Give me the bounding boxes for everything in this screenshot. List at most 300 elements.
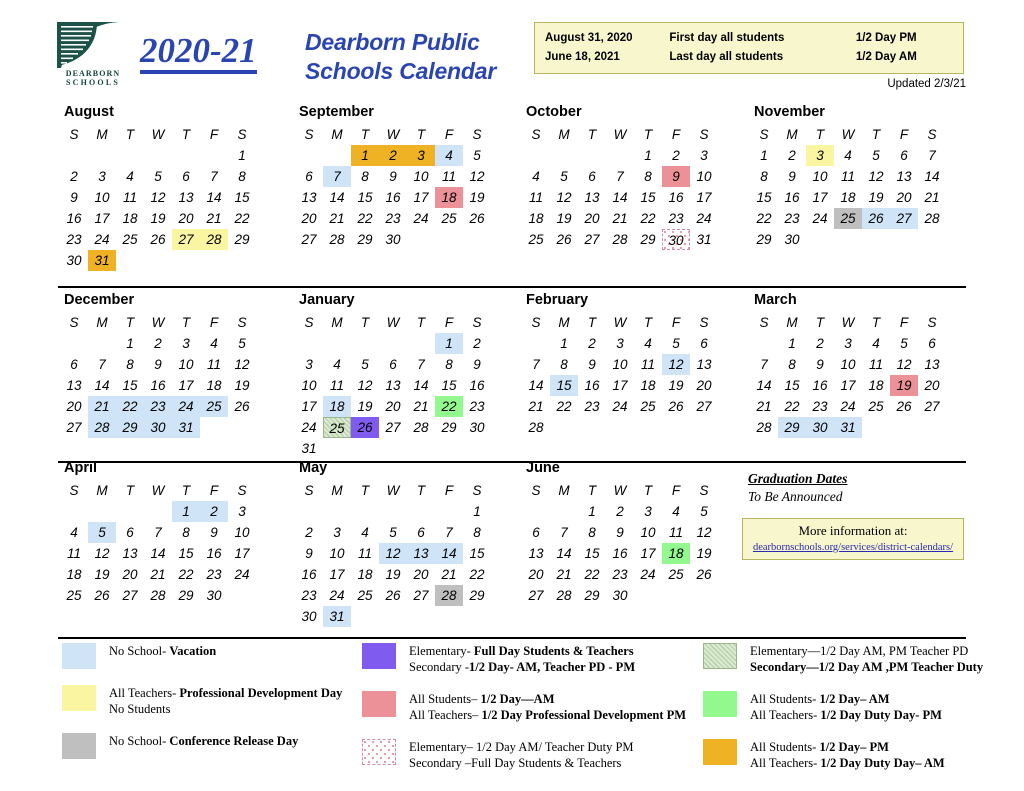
day-cell: 14 xyxy=(756,378,772,394)
day-of-week-header: W xyxy=(386,127,400,143)
legend-label-segment: All Teachers- xyxy=(109,686,180,700)
day-of-week-header: M xyxy=(558,127,570,143)
legend-color-swatch xyxy=(703,643,737,669)
day-cell: 4 xyxy=(844,148,852,164)
day-cell: 8 xyxy=(588,525,596,541)
day-cell: 29 xyxy=(584,588,600,604)
day-cell: 4 xyxy=(210,336,218,352)
day-cell: 26 xyxy=(556,232,572,248)
day-cell: 7 xyxy=(560,525,568,541)
empty-cell xyxy=(351,501,379,522)
day-cell: 1 xyxy=(788,336,796,352)
legend-item xyxy=(703,690,1003,723)
day-cell: 9 xyxy=(616,525,624,541)
legend-label-segment: Vacation xyxy=(169,644,217,658)
day-cell: 18 xyxy=(868,378,884,394)
day-cell: 29 xyxy=(469,588,485,604)
day-cell: 17 xyxy=(234,546,250,562)
day-of-week-header: S xyxy=(927,127,937,143)
day-cell: 3 xyxy=(98,169,106,185)
graduation-dates-value: To Be Announced xyxy=(748,488,843,504)
day-of-week-header: T xyxy=(416,315,426,331)
month-block xyxy=(520,292,745,438)
day-cell-highlighted: 22 xyxy=(435,396,463,417)
day-cell: 18 xyxy=(122,211,138,227)
empty-cell xyxy=(323,501,351,522)
day-cell: 20 xyxy=(413,567,429,583)
day-cell-highlighted: 21 xyxy=(88,396,116,417)
day-cell: 20 xyxy=(178,211,194,227)
day-cell: 4 xyxy=(872,336,880,352)
day-cell: 8 xyxy=(445,357,453,373)
day-cell: 22 xyxy=(178,567,194,583)
day-cell-highlighted: 3 xyxy=(806,145,834,166)
day-of-week-header: W xyxy=(151,315,165,331)
day-cell: 21 xyxy=(924,190,940,206)
day-cell: 18 xyxy=(66,567,82,583)
day-of-week-header: F xyxy=(671,483,681,499)
day-cell: 1 xyxy=(760,148,768,164)
day-cell: 2 xyxy=(473,336,481,352)
day-cell: 6 xyxy=(700,336,708,352)
day-of-week-header: S xyxy=(699,127,709,143)
day-cell: 13 xyxy=(924,357,940,373)
day-cell: 1 xyxy=(644,148,652,164)
day-cell-highlighted: 29 xyxy=(116,417,144,438)
day-of-week-header: S xyxy=(472,127,482,143)
legend-label-segment: 1/2 Day—AM xyxy=(480,692,555,706)
day-of-week-header: S xyxy=(69,483,79,499)
key-date-note: 1/2 Day PM xyxy=(855,32,917,44)
day-of-week-header: T xyxy=(360,483,370,499)
day-cell: 23 xyxy=(301,588,317,604)
day-cell: 2 xyxy=(305,525,313,541)
legend-label-segment: Elementary– 1/2 Day AM/ Teacher Duty PM xyxy=(409,740,634,754)
day-cell: 22 xyxy=(584,567,600,583)
month-block xyxy=(58,460,283,606)
day-of-week-header: S xyxy=(304,483,314,499)
day-cell: 17 xyxy=(696,190,712,206)
day-cell: 20 xyxy=(924,378,940,394)
day-cell: 24 xyxy=(612,399,628,415)
legend xyxy=(0,642,1024,791)
day-of-week-header: F xyxy=(209,315,219,331)
day-cell: 20 xyxy=(122,567,138,583)
day-cell: 24 xyxy=(94,232,110,248)
dearborn-logo-icon xyxy=(57,22,123,68)
day-cell: 5 xyxy=(473,148,481,164)
day-cell: 12 xyxy=(556,190,572,206)
day-cell: 8 xyxy=(760,169,768,185)
day-of-week-header: S xyxy=(237,483,247,499)
month-grid xyxy=(750,124,973,250)
legend-color-swatch xyxy=(62,685,96,711)
day-of-week-header: F xyxy=(671,315,681,331)
day-cell: 7 xyxy=(532,357,540,373)
day-cell: 2 xyxy=(816,336,824,352)
legend-label-line xyxy=(750,691,942,707)
legend-column xyxy=(362,642,712,786)
day-cell: 24 xyxy=(301,420,317,436)
day-cell-highlighted: 4 xyxy=(435,145,463,166)
day-cell-highlighted: 18 xyxy=(323,396,351,417)
day-cell: 4 xyxy=(644,336,652,352)
day-cell: 6 xyxy=(417,525,425,541)
day-cell: 28 xyxy=(924,211,940,227)
day-cell: 15 xyxy=(441,378,457,394)
day-cell-highlighted: 2 xyxy=(200,501,228,522)
empty-cell xyxy=(379,333,407,354)
day-cell: 3 xyxy=(238,504,246,520)
day-cell: 1 xyxy=(588,504,596,520)
day-cell-highlighted: 27 xyxy=(172,229,200,250)
day-of-week-header: S xyxy=(69,127,79,143)
day-cell: 13 xyxy=(66,378,82,394)
day-cell: 14 xyxy=(413,378,429,394)
legend-label-segment: Secondary—1/2 Day AM ,PM Teacher Duty xyxy=(750,660,984,674)
day-cell: 26 xyxy=(94,588,110,604)
day-of-week-header: M xyxy=(331,127,343,143)
day-cell: 26 xyxy=(385,588,401,604)
day-cell: 13 xyxy=(696,357,712,373)
empty-cell xyxy=(407,333,435,354)
day-cell: 21 xyxy=(556,567,572,583)
day-cell-highlighted: 12 xyxy=(379,543,407,564)
day-cell: 15 xyxy=(469,546,485,562)
day-cell: 16 xyxy=(668,190,684,206)
day-cell: 4 xyxy=(126,169,134,185)
day-of-week-header: T xyxy=(360,315,370,331)
month-block xyxy=(293,104,518,250)
day-cell: 7 xyxy=(417,357,425,373)
day-cell: 24 xyxy=(234,567,250,583)
empty-cell xyxy=(550,145,578,166)
day-of-week-header: M xyxy=(786,127,798,143)
legend-label-segment: All Teachers- xyxy=(750,708,821,722)
day-of-week-header: M xyxy=(96,127,108,143)
day-cell: 21 xyxy=(441,567,457,583)
month-block xyxy=(520,460,745,606)
empty-cell xyxy=(550,501,578,522)
legend-label-line xyxy=(109,685,342,701)
day-cell: 9 xyxy=(788,169,796,185)
day-cell: 11 xyxy=(640,357,655,373)
key-date-value: June 18, 2021 xyxy=(545,50,620,63)
page-title-line2: Schools Calendar xyxy=(305,57,497,84)
day-cell: 10 xyxy=(301,378,317,394)
day-cell: 25 xyxy=(528,232,544,248)
page-title xyxy=(305,28,496,86)
day-cell: 10 xyxy=(329,546,345,562)
day-of-week-header: W xyxy=(151,483,165,499)
day-cell: 12 xyxy=(896,357,912,373)
empty-cell xyxy=(60,333,88,354)
legend-label-segment: Secondary - xyxy=(409,660,470,674)
legend-label-segment: Elementary- xyxy=(409,644,474,658)
day-cell: 27 xyxy=(122,588,138,604)
day-cell: 30 xyxy=(612,588,628,604)
month-block xyxy=(520,104,745,250)
month-grid xyxy=(295,124,518,250)
legend-label-line xyxy=(750,659,983,675)
day-cell: 26 xyxy=(150,232,166,248)
empty-cell xyxy=(606,145,634,166)
day-cell: 6 xyxy=(928,336,936,352)
empty-cell xyxy=(88,333,116,354)
day-cell: 5 xyxy=(154,169,162,185)
day-cell: 9 xyxy=(70,190,78,206)
key-date-description: First day all students xyxy=(669,32,785,44)
empty-cell xyxy=(522,333,550,354)
day-cell: 5 xyxy=(900,336,908,352)
day-of-week-header: T xyxy=(587,127,597,143)
day-cell: 26 xyxy=(668,399,684,415)
district-logo xyxy=(57,22,129,86)
legend-label-segment: 1/2 Day Professional Development PM xyxy=(481,708,687,722)
day-cell-highlighted: 31 xyxy=(172,417,200,438)
day-cell: 6 xyxy=(389,357,397,373)
day-cell: 12 xyxy=(868,169,884,185)
day-cell-highlighted: 28 xyxy=(200,229,228,250)
day-cell: 21 xyxy=(756,399,772,415)
day-cell: 7 xyxy=(210,169,218,185)
day-cell: 8 xyxy=(126,357,134,373)
day-cell: 13 xyxy=(178,190,194,206)
day-cell: 5 xyxy=(238,336,246,352)
more-information-box xyxy=(742,518,964,560)
day-cell: 13 xyxy=(528,546,544,562)
day-cell-highlighted: 7 xyxy=(323,166,351,187)
day-cell: 19 xyxy=(469,190,485,206)
day-cell-highlighted: 26 xyxy=(862,208,890,229)
empty-cell xyxy=(522,501,550,522)
day-cell: 9 xyxy=(473,357,481,373)
day-cell: 8 xyxy=(473,525,481,541)
empty-cell xyxy=(435,501,463,522)
empty-cell xyxy=(750,333,778,354)
day-cell: 29 xyxy=(640,232,656,248)
legend-label-segment: All Students- xyxy=(750,740,820,754)
day-cell: 2 xyxy=(588,336,596,352)
day-cell: 1 xyxy=(238,148,246,164)
empty-cell xyxy=(88,145,116,166)
day-of-week-header: M xyxy=(558,483,570,499)
day-cell: 22 xyxy=(234,211,250,227)
day-cell: 16 xyxy=(385,190,401,206)
month-name: March xyxy=(754,292,797,308)
day-cell: 10 xyxy=(94,190,110,206)
day-cell: 12 xyxy=(469,169,485,185)
day-cell: 3 xyxy=(333,525,341,541)
day-cell: 15 xyxy=(357,190,373,206)
day-of-week-header: T xyxy=(643,483,653,499)
page-header xyxy=(0,0,1024,100)
day-cell: 22 xyxy=(756,211,772,227)
day-cell: 9 xyxy=(154,357,162,373)
day-cell: 14 xyxy=(206,190,222,206)
day-of-week-header: T xyxy=(871,127,881,143)
day-cell: 6 xyxy=(532,525,540,541)
day-of-week-header: W xyxy=(613,315,627,331)
day-cell-highlighted: 31 xyxy=(834,417,862,438)
day-of-week-header: T xyxy=(815,127,825,143)
day-cell: 23 xyxy=(784,211,800,227)
day-cell: 21 xyxy=(206,211,222,227)
day-cell: 23 xyxy=(668,211,684,227)
day-cell: 27 xyxy=(385,420,401,436)
key-date-description: Last day all students xyxy=(669,50,784,63)
legend-label-line xyxy=(409,707,686,723)
day-cell: 15 xyxy=(122,378,138,394)
month-grid xyxy=(522,480,745,606)
empty-cell xyxy=(295,333,323,354)
day-of-week-header: S xyxy=(69,315,79,331)
day-cell: 19 xyxy=(868,190,884,206)
day-of-week-header: F xyxy=(899,315,909,331)
day-cell: 5 xyxy=(361,357,369,373)
day-cell: 18 xyxy=(840,190,856,206)
legend-label-segment: No School- xyxy=(109,644,170,658)
day-cell-highlighted: 14 xyxy=(435,543,463,564)
day-cell: 2 xyxy=(154,336,162,352)
day-cell-highlighted: 25 xyxy=(200,396,228,417)
legend-label-segment: 1/2 Day Duty Day- PM xyxy=(820,708,942,722)
day-cell: 11 xyxy=(122,190,137,206)
day-of-week-header: T xyxy=(360,127,370,143)
district-calendars-link[interactable]: dearbornschools.org/services/district-calendars/ xyxy=(752,541,954,553)
legend-label-segment: 1/2 Day– PM xyxy=(819,740,889,754)
day-cell: 14 xyxy=(924,169,940,185)
day-cell: 22 xyxy=(784,399,800,415)
day-cell: 16 xyxy=(612,546,628,562)
day-cell: 31 xyxy=(696,232,712,248)
day-cell: 27 xyxy=(584,232,600,248)
legend-label-segment: No Students xyxy=(109,702,171,716)
day-cell-highlighted: 13 xyxy=(407,543,435,564)
legend-color-swatch xyxy=(362,691,396,717)
legend-item xyxy=(703,642,1003,675)
day-cell-highlighted: 23 xyxy=(144,396,172,417)
legend-label xyxy=(750,738,945,771)
section-divider xyxy=(58,286,966,288)
day-of-week-header: T xyxy=(125,315,135,331)
day-cell: 3 xyxy=(644,504,652,520)
day-cell: 19 xyxy=(150,211,166,227)
day-cell-highlighted: 18 xyxy=(435,187,463,208)
day-cell: 18 xyxy=(206,378,222,394)
month-name: February xyxy=(526,292,589,308)
legend-label-line xyxy=(409,739,634,755)
day-cell: 15 xyxy=(756,190,772,206)
day-cell: 27 xyxy=(413,588,429,604)
day-of-week-header: S xyxy=(304,127,314,143)
legend-color-swatch xyxy=(362,643,396,669)
legend-item xyxy=(703,738,1003,771)
month-name: June xyxy=(526,460,560,476)
logo-text-schools: SCHOOLS xyxy=(65,78,121,87)
day-cell: 30 xyxy=(469,420,485,436)
day-of-week-header: F xyxy=(444,127,454,143)
day-cell: 28 xyxy=(150,588,166,604)
day-cell: 17 xyxy=(640,546,656,562)
day-cell: 6 xyxy=(126,525,134,541)
day-of-week-header: M xyxy=(331,483,343,499)
day-cell: 15 xyxy=(234,190,250,206)
day-cell: 9 xyxy=(389,169,397,185)
day-cell: 1 xyxy=(473,504,481,520)
day-cell-highlighted: 12 xyxy=(662,354,690,375)
month-name: December xyxy=(64,292,135,308)
empty-cell xyxy=(144,501,172,522)
day-cell: 8 xyxy=(238,169,246,185)
day-of-week-header: S xyxy=(304,315,314,331)
day-cell: 16 xyxy=(469,378,485,394)
legend-label-segment: Secondary –Full Day Students & Teachers xyxy=(409,756,622,770)
key-dates-box xyxy=(534,22,964,74)
day-cell: 4 xyxy=(672,504,680,520)
day-cell: 7 xyxy=(616,169,624,185)
day-cell: 25 xyxy=(122,232,138,248)
day-cell-highlighted: 19 xyxy=(890,375,918,396)
month-grid xyxy=(295,480,518,627)
day-cell: 6 xyxy=(588,169,596,185)
day-cell-highlighted: 30 xyxy=(144,417,172,438)
day-cell: 23 xyxy=(385,211,401,227)
month-grid xyxy=(522,124,745,250)
day-of-week-header: S xyxy=(237,127,247,143)
day-cell: 17 xyxy=(329,567,345,583)
day-cell: 10 xyxy=(840,357,856,373)
day-cell-highlighted: 31 xyxy=(88,250,116,271)
day-cell: 19 xyxy=(668,378,684,394)
day-cell: 24 xyxy=(329,588,345,604)
day-cell-highlighted: 1 xyxy=(172,501,200,522)
day-cell: 10 xyxy=(234,525,250,541)
legend-label-line xyxy=(750,755,945,771)
legend-color-swatch xyxy=(62,733,96,759)
day-cell: 10 xyxy=(696,169,712,185)
empty-cell xyxy=(144,145,172,166)
logo-text-dearborn: DEARBORN xyxy=(65,69,121,78)
day-of-week-header: S xyxy=(759,127,769,143)
day-cell: 29 xyxy=(441,420,457,436)
day-cell: 6 xyxy=(900,148,908,164)
legend-item xyxy=(62,642,382,669)
day-cell: 4 xyxy=(70,525,78,541)
day-cell: 15 xyxy=(178,546,194,562)
day-cell: 23 xyxy=(206,567,222,583)
legend-label-line xyxy=(109,733,298,749)
day-of-week-header: W xyxy=(841,315,855,331)
day-cell: 10 xyxy=(640,525,656,541)
day-cell: 25 xyxy=(66,588,82,604)
day-of-week-header: F xyxy=(444,315,454,331)
empty-cell xyxy=(116,501,144,522)
day-cell-highlighted: 30 xyxy=(662,229,690,250)
day-of-week-header: T xyxy=(416,483,426,499)
legend-label-segment: Elementary—1/2 Day AM, PM Teacher PD xyxy=(750,644,969,658)
day-cell: 13 xyxy=(301,190,317,206)
day-cell: 24 xyxy=(696,211,712,227)
day-cell: 7 xyxy=(98,357,106,373)
day-cell: 17 xyxy=(94,211,110,227)
day-cell-highlighted: 3 xyxy=(407,145,435,166)
day-cell: 19 xyxy=(556,211,572,227)
legend-label-line xyxy=(409,755,634,771)
day-cell-highlighted: 5 xyxy=(88,522,116,543)
day-cell: 2 xyxy=(788,148,796,164)
day-cell: 23 xyxy=(66,232,82,248)
